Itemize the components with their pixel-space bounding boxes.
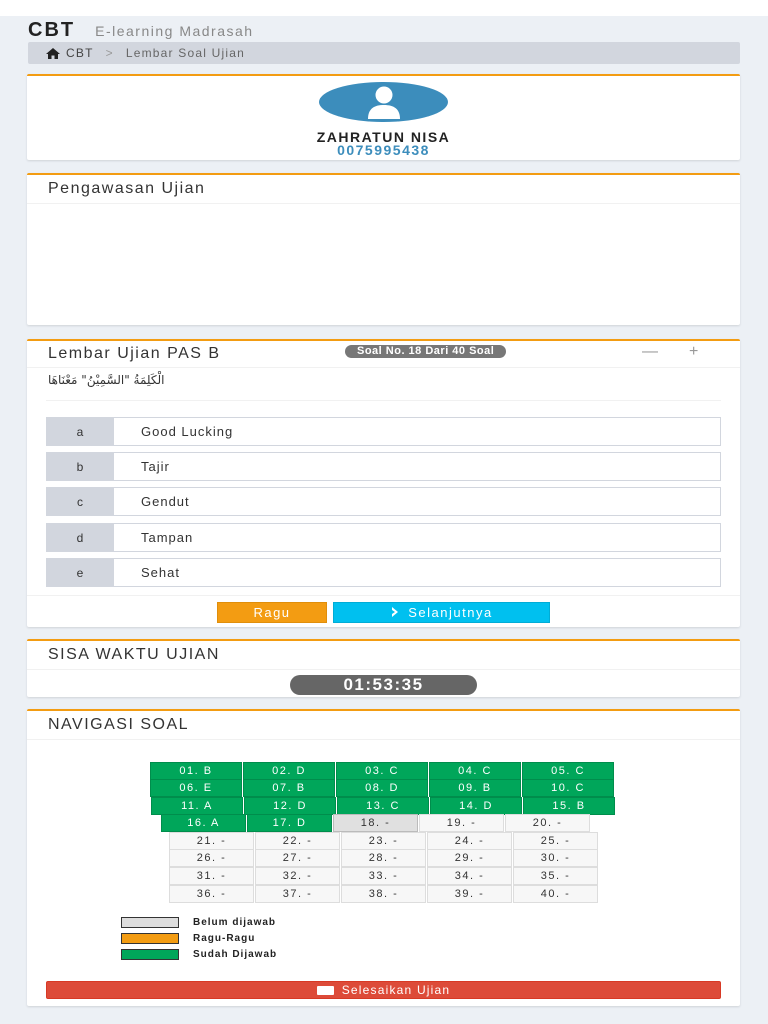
option-a[interactable] (46, 417, 721, 446)
app-header (28, 19, 254, 43)
option-key: d (47, 524, 114, 551)
timer-title: SISA WAKTU UJIAN (48, 646, 220, 663)
question-nav-button[interactable]: 31. - (169, 867, 254, 885)
question-nav-button[interactable]: 27. - (255, 849, 340, 867)
question-nav-button[interactable]: 15. B (523, 797, 615, 815)
question-nav-button[interactable]: 20. - (505, 814, 590, 832)
expand-button[interactable]: + (689, 343, 699, 360)
question-number-badge: Soal No. 18 Dari 40 Soal (345, 345, 506, 358)
legend-swatch-doubtful (121, 933, 179, 944)
breadcrumb-cbt[interactable]: CBT (66, 46, 94, 60)
question-nav-button[interactable]: 07. B (243, 779, 335, 797)
option-d[interactable] (46, 523, 721, 552)
question-nav-button[interactable]: 12. D (244, 797, 336, 815)
stop-icon (317, 986, 334, 995)
next-button[interactable] (333, 602, 550, 623)
timer-card (27, 639, 740, 697)
question-text: الْكَلِمَةُ "السَّمِيْنُ" مَعْنَاهَا (48, 373, 165, 387)
question-nav-button[interactable]: 03. C (336, 762, 428, 780)
divider (27, 669, 740, 670)
question-nav-button[interactable]: 09. B (429, 779, 521, 797)
legend-label: Sudah Dijawab (193, 949, 278, 960)
question-nav-button[interactable]: 30. - (513, 849, 598, 867)
option-text: Tajir (141, 459, 170, 474)
breadcrumb-separator: > (105, 46, 114, 60)
student-id: 0075995438 (337, 142, 430, 158)
question-nav-button[interactable]: 38. - (341, 885, 426, 903)
finish-exam-button[interactable] (46, 981, 721, 999)
profile-card (27, 74, 740, 160)
question-nav-button[interactable]: 01. B (150, 762, 242, 780)
question-nav-button[interactable]: 32. - (255, 867, 340, 885)
legend-swatch-unanswered (121, 917, 179, 928)
navigation-title: NAVIGASI SOAL (48, 716, 190, 733)
option-b[interactable] (46, 452, 721, 481)
question-nav-button[interactable]: 11. A (151, 797, 243, 815)
question-nav-button[interactable]: 04. C (429, 762, 521, 780)
question-nav-button[interactable]: 34. - (427, 867, 512, 885)
option-key: e (47, 559, 114, 586)
question-nav-button[interactable]: 25. - (513, 832, 598, 850)
supervision-title: Pengawasan Ujian (48, 180, 206, 197)
option-e[interactable] (46, 558, 721, 587)
option-text: Tampan (141, 530, 194, 545)
question-nav-button[interactable]: 33. - (341, 867, 426, 885)
question-nav-button[interactable]: 28. - (341, 849, 426, 867)
app-subtitle: E-learning Madrasah (95, 23, 254, 39)
option-key: c (47, 488, 114, 515)
question-nav-button[interactable]: 05. C (522, 762, 614, 780)
ragu-button[interactable]: Ragu (217, 602, 327, 623)
question-nav-button[interactable]: 06. E (150, 779, 242, 797)
question-nav-button[interactable]: 35. - (513, 867, 598, 885)
question-nav-button[interactable]: 17. D (247, 814, 332, 832)
question-nav-button[interactable]: 26. - (169, 849, 254, 867)
divider (27, 739, 740, 740)
legend-item (121, 933, 255, 944)
question-nav-button[interactable]: 37. - (255, 885, 340, 903)
option-text: Gendut (141, 494, 190, 509)
question-nav-button[interactable]: 16. A (161, 814, 246, 832)
divider (27, 367, 740, 368)
next-button-label: Selanjutnya (408, 605, 493, 620)
question-nav-button[interactable]: 10. C (522, 779, 614, 797)
divider (27, 595, 740, 596)
question-nav-button[interactable]: 24. - (427, 832, 512, 850)
question-nav-button[interactable]: 08. D (336, 779, 428, 797)
option-key: a (47, 418, 114, 445)
question-nav-button[interactable]: 21. - (169, 832, 254, 850)
divider (27, 203, 740, 204)
legend-label: Belum dijawab (193, 917, 277, 928)
question-nav-button[interactable]: 14. D (430, 797, 522, 815)
exam-card (27, 339, 740, 627)
question-nav-button[interactable]: 22. - (255, 832, 340, 850)
top-strip (0, 0, 768, 16)
legend-label: Ragu-Ragu (193, 933, 256, 944)
home-icon[interactable] (46, 48, 66, 59)
option-text: Sehat (141, 565, 180, 580)
question-nav-button[interactable]: 02. D (243, 762, 335, 780)
collapse-button[interactable]: — (642, 343, 658, 360)
student-name: ZAHRATUN NISA (316, 129, 451, 145)
question-nav-button[interactable]: 23. - (341, 832, 426, 850)
divider (46, 400, 721, 401)
finish-exam-label: Selesaikan Ujian (341, 983, 451, 997)
exam-title: Lembar Ujian PAS B (48, 345, 221, 362)
breadcrumb-current: Lembar Soal Ujian (125, 46, 245, 60)
chevron-right-icon (390, 605, 400, 620)
question-nav-button[interactable]: 13. C (337, 797, 429, 815)
question-nav-button[interactable]: 19. - (419, 814, 504, 832)
question-nav-button[interactable]: 39. - (427, 885, 512, 903)
question-navigation-card (27, 709, 740, 1006)
legend-item (121, 949, 277, 960)
supervision-card (27, 173, 740, 325)
legend-item (121, 917, 276, 928)
timer-display: 01:53:35 (290, 675, 477, 695)
breadcrumb (28, 42, 740, 64)
question-nav-button[interactable]: 40. - (513, 885, 598, 903)
legend-swatch-answered (121, 949, 179, 960)
app-brand: CBT (28, 19, 76, 41)
question-nav-button[interactable]: 36. - (169, 885, 254, 903)
question-nav-button[interactable]: 18. - (333, 814, 418, 832)
question-nav-button[interactable]: 29. - (427, 849, 512, 867)
option-c[interactable] (46, 487, 721, 516)
user-icon (319, 82, 448, 122)
option-text: Good Lucking (141, 424, 234, 439)
option-key: b (47, 453, 114, 480)
